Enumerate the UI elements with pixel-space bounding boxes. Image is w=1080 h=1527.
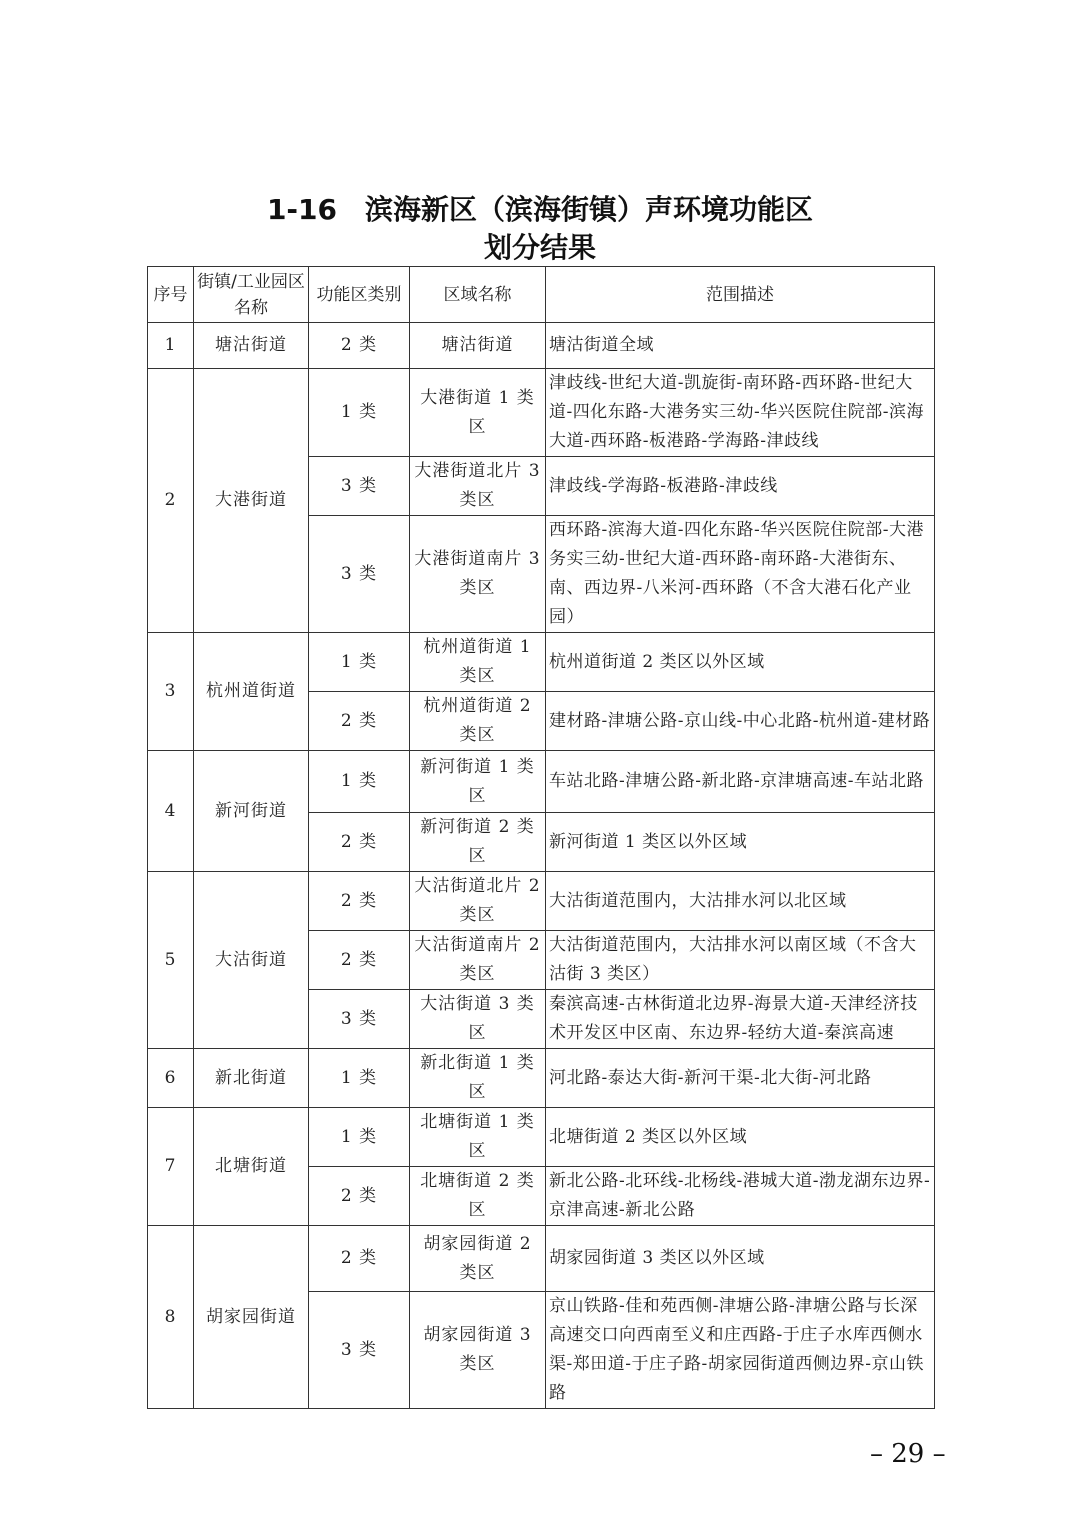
table-row [148,1049,935,1108]
desc-cell: 北塘街道 2 类区以外区域 [546,1108,935,1167]
area-cell: 杭州道街道 2 类区 [410,692,546,751]
header-category: 功能区类别 [309,267,410,323]
area-cell: 塘沽街道 [410,323,546,369]
header-desc: 范围描述 [546,267,935,323]
desc-cell: 新河街道 1 类区以外区域 [546,813,935,872]
category-cell: 1 类 [309,633,410,692]
category-cell: 1 类 [309,1049,410,1108]
desc-cell: 大沽街道范围内，大沽排水河以南区域（不含大沽街 3 类区） [546,931,935,990]
town-cell: 新北街道 [194,1049,309,1108]
table-header-row [148,267,935,323]
town-cell: 大沽街道 [194,872,309,1049]
desc-cell: 津歧线-学海路-板港路-津歧线 [546,457,935,516]
desc-cell: 京山铁路-佳和苑西侧-津塘公路-津塘公路与长深高速交口向西南至义和庄西路-于庄子水库西侧水渠-郑田道-于庄子路-胡家园街道西侧边界-京山铁路 [546,1292,935,1409]
table-row [148,751,935,813]
area-cell: 大沽街道南片 2 类区 [410,931,546,990]
seq-cell: 6 [148,1049,194,1108]
seq-cell: 3 [148,633,194,751]
area-cell: 新河街道 2 类区 [410,813,546,872]
category-cell: 2 类 [309,1226,410,1292]
category-cell: 1 类 [309,751,410,813]
category-cell: 2 类 [309,692,410,751]
category-cell: 1 类 [309,369,410,457]
category-cell: 3 类 [309,457,410,516]
area-cell: 大港街道南片 3 类区 [410,516,546,633]
category-cell: 2 类 [309,931,410,990]
area-cell: 胡家园街道 2 类区 [410,1226,546,1292]
area-cell: 杭州道街道 1 类区 [410,633,546,692]
seq-cell: 4 [148,751,194,872]
area-cell: 胡家园街道 3 类区 [410,1292,546,1409]
desc-cell: 大沽街道范围内，大沽排水河以北区域 [546,872,935,931]
area-cell: 新北街道 1 类区 [410,1049,546,1108]
category-cell: 3 类 [309,990,410,1049]
desc-cell: 胡家园街道 3 类区以外区域 [546,1226,935,1292]
table-row [148,633,935,692]
area-cell: 北塘街道 1 类区 [410,1108,546,1167]
desc-cell: 新北公路-北环线-北杨线-港城大道-渤龙湖东边界-京津高速-新北公路 [546,1167,935,1226]
desc-cell: 建材路-津塘公路-京山线-中心北路-杭州道-建材路 [546,692,935,751]
category-cell: 2 类 [309,813,410,872]
town-cell: 杭州道街道 [194,633,309,751]
table-row [148,1226,935,1292]
document-title-line2: 划分结果 [483,231,596,264]
town-cell: 胡家园街道 [194,1226,309,1409]
town-cell: 北塘街道 [194,1108,309,1226]
desc-cell: 车站北路-津塘公路-新北路-京津塘高速-车站北路 [546,751,935,813]
seq-cell: 2 [148,369,194,633]
area-cell: 北塘街道 2 类区 [410,1167,546,1226]
seq-cell: 1 [148,323,194,369]
category-cell: 2 类 [309,323,410,369]
header-town: 街镇/工业园区名称 [194,267,309,323]
area-cell: 大港街道 1 类区 [410,369,546,457]
category-cell: 1 类 [309,1108,410,1167]
area-cell: 大港街道北片 3 类区 [410,457,546,516]
seq-cell: 7 [148,1108,194,1226]
area-cell: 大沽街道 3 类区 [410,990,546,1049]
area-cell: 大沽街道北片 2 类区 [410,872,546,931]
desc-cell: 杭州道街道 2 类区以外区域 [546,633,935,692]
seq-cell: 8 [148,1226,194,1409]
table-row [148,1108,935,1167]
desc-cell: 塘沽街道全域 [546,323,935,369]
table-row [148,872,935,931]
page-number: – 29 – [870,1439,946,1469]
noise-zone-table [147,266,935,1409]
category-cell: 2 类 [309,872,410,931]
town-cell: 大港街道 [194,369,309,633]
document-title-line1: 1-16 滨海新区（滨海街镇）声环境功能区 [266,193,814,226]
category-cell: 2 类 [309,1167,410,1226]
town-cell: 新河街道 [194,751,309,872]
town-cell: 塘沽街道 [194,323,309,369]
table-row [148,369,935,457]
category-cell: 3 类 [309,516,410,633]
desc-cell: 津歧线-世纪大道-凯旋街-南环路-西环路-世纪大道-四化东路-大港务实三幼-华兴医院住院部-滨海大道-西环路-板港路-学海路-津歧线 [546,369,935,457]
desc-cell: 河北路-泰达大街-新河干渠-北大街-河北路 [546,1049,935,1108]
header-area: 区域名称 [410,267,546,323]
category-cell: 3 类 [309,1292,410,1409]
table-row [148,323,935,369]
seq-cell: 5 [148,872,194,1049]
header-seq: 序号 [148,267,194,323]
desc-cell: 秦滨高速-古林街道北边界-海景大道-天津经济技术开发区中区南、东边界-轻纺大道-秦滨高速 [546,990,935,1049]
desc-cell: 西环路-滨海大道-四化东路-华兴医院住院部-大港务实三幼-世纪大道-西环路-南环路-大港街东、南、西边界-八米河-西环路（不含大港石化产业园） [546,516,935,633]
area-cell: 新河街道 1 类区 [410,751,546,813]
